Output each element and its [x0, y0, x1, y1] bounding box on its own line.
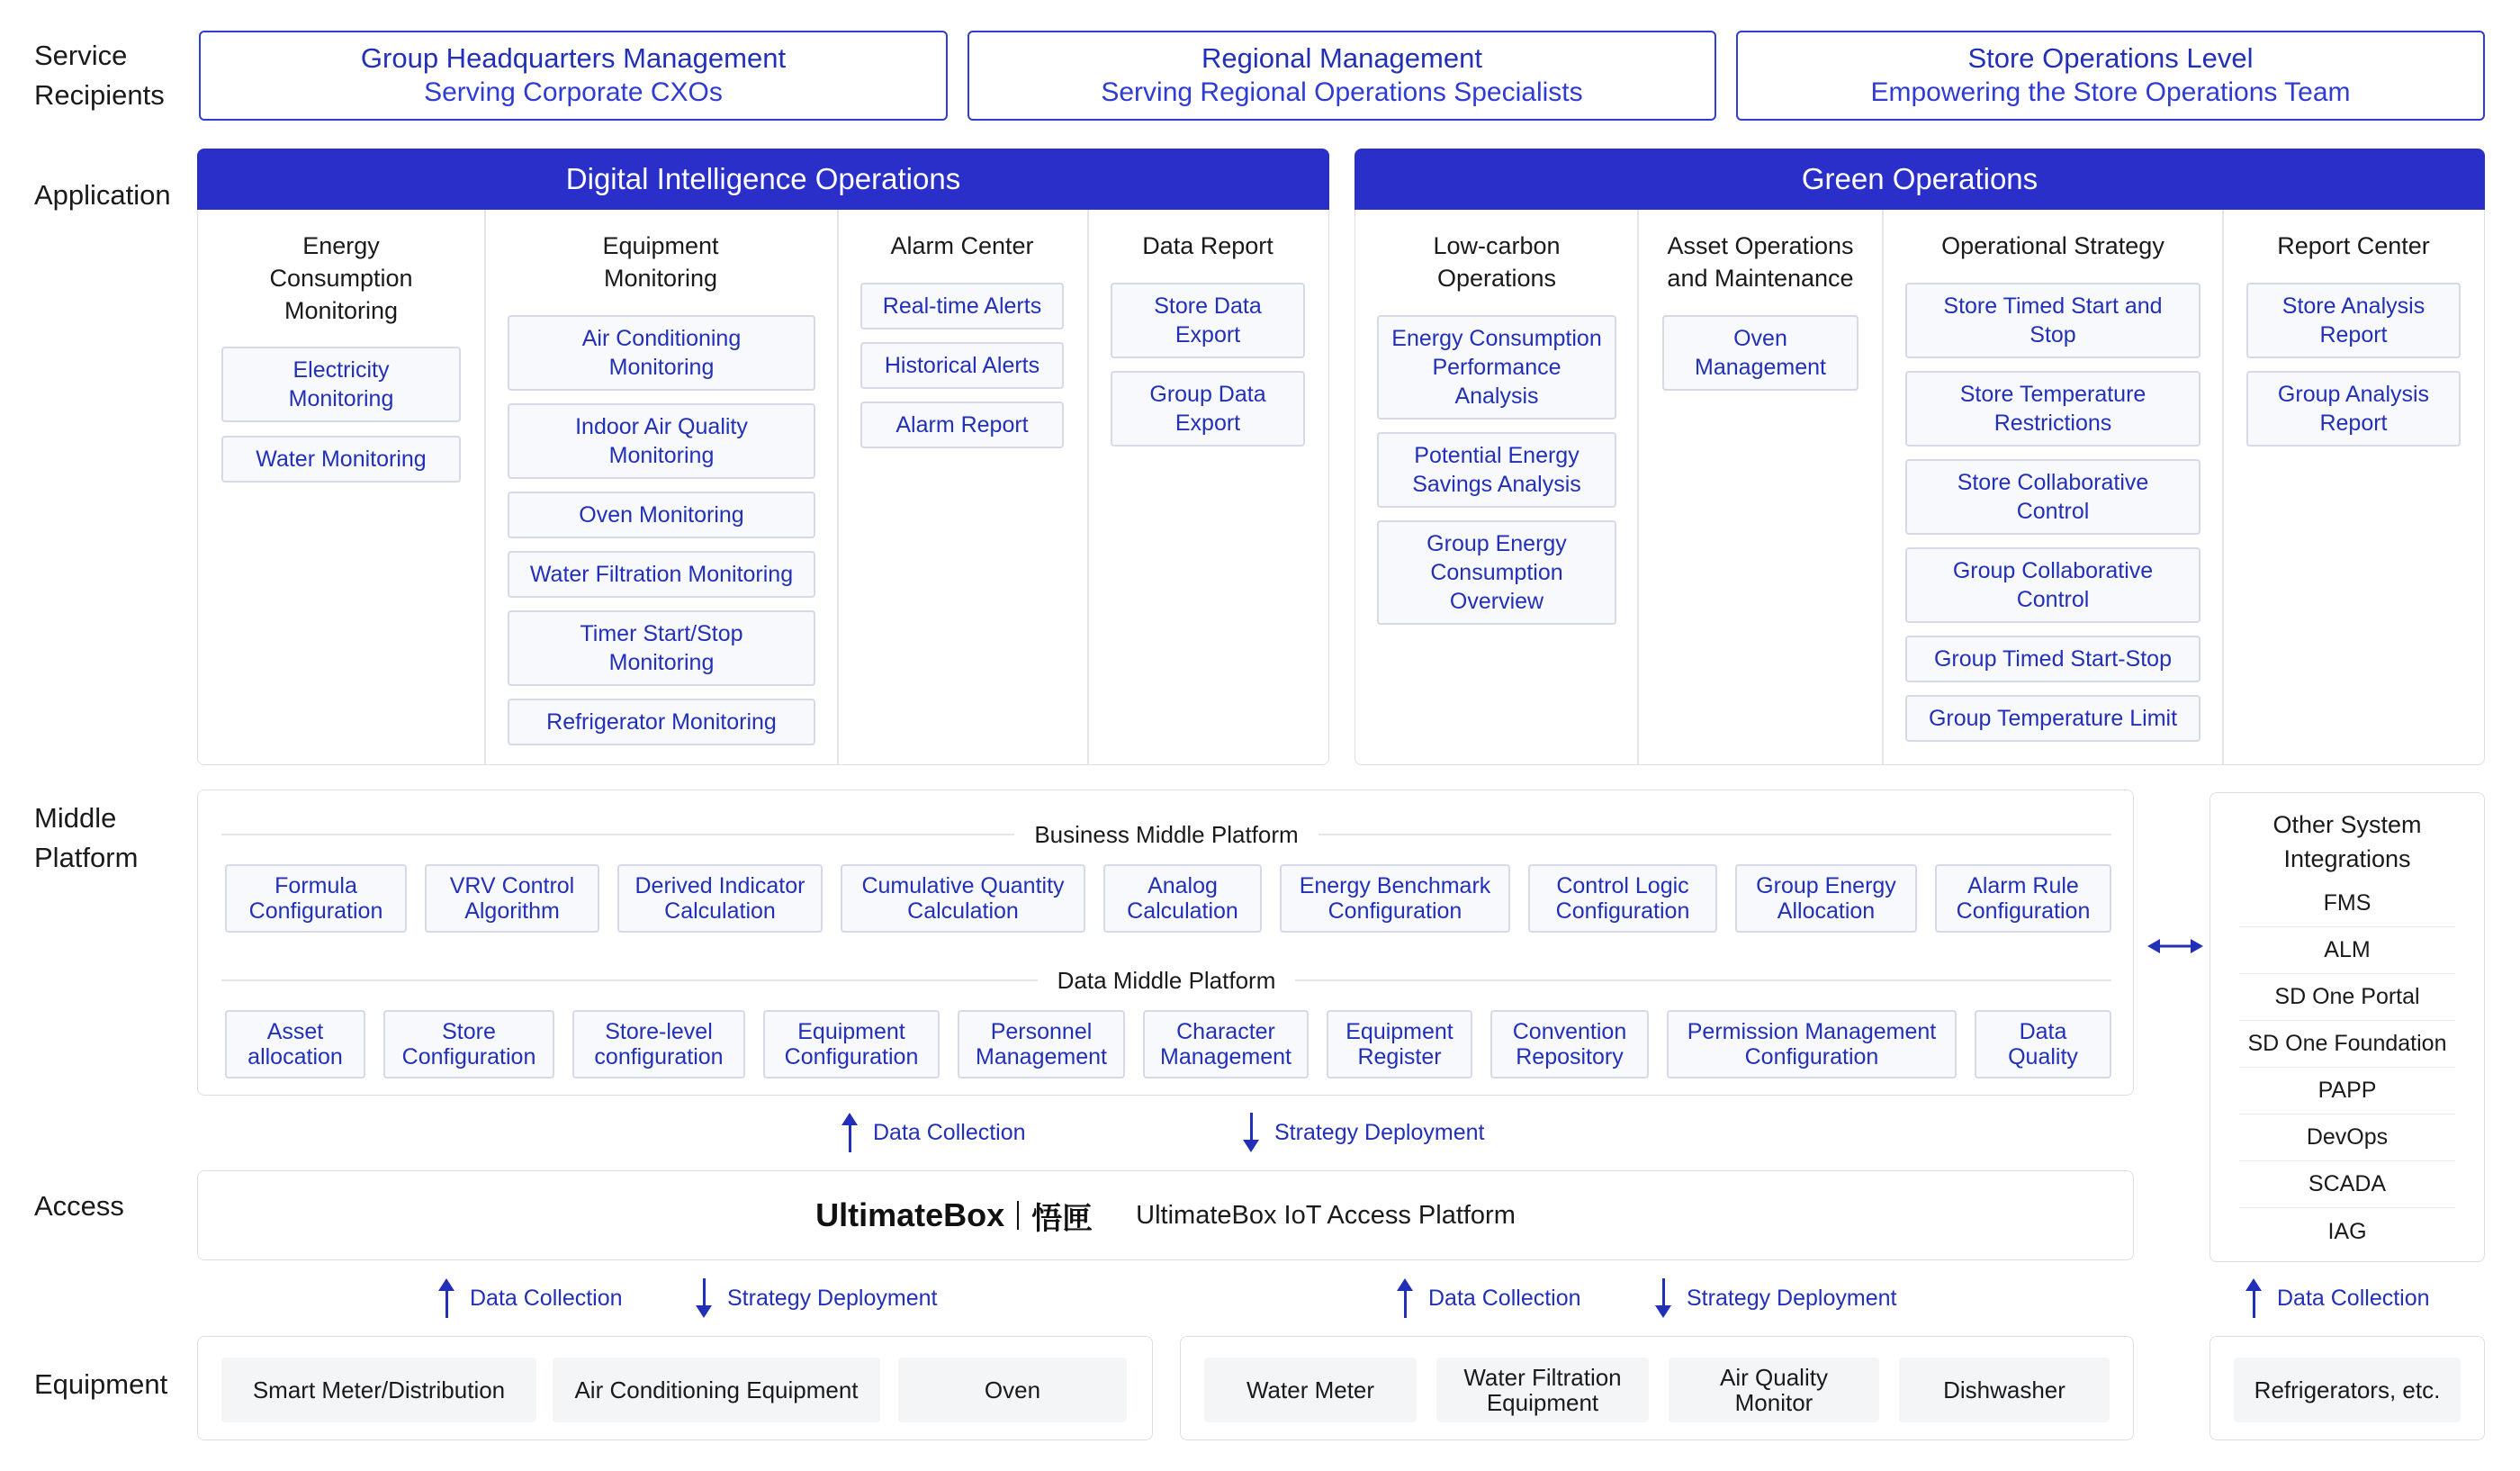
recipient-store-ops [1736, 31, 2485, 121]
col-header-asset-operations: Asset Operations and Maintenance [1667, 232, 1854, 292]
system-scada: SCADA [2239, 1161, 2455, 1208]
store-configuration-chip[interactable]: Store Configuration [383, 1010, 554, 1078]
bidirectional-arrow-icon [2147, 936, 2203, 956]
flow-data-collection [437, 1278, 623, 1318]
flow-data-collection [841, 1113, 1026, 1152]
arrow-down-icon [1654, 1278, 1672, 1318]
col-header-operational-strategy: Operational Strategy [1941, 232, 2164, 259]
timer-start-stop-monitoring-chip[interactable]: Timer Start/Stop Monitoring [508, 610, 815, 686]
group-energy-allocation-chip[interactable]: Group Energy Allocation [1735, 864, 1917, 933]
refrigerators-etc: Refrigerators, etc. [2234, 1358, 2461, 1422]
dishwasher: Dishwasher [1899, 1358, 2110, 1422]
store-data-export-chip[interactable]: Store Data Export [1111, 283, 1305, 358]
column-divider [1087, 210, 1089, 764]
data-platform-heading-wrap [986, 963, 1346, 997]
green-operations-title: Green Operations [1354, 149, 2485, 210]
col-header-energy-consumption: Energy Consumption Monitoring [269, 232, 413, 324]
group-data-export-chip[interactable]: Group Data Export [1111, 371, 1305, 447]
col-header-report-center: Report Center [2277, 232, 2430, 259]
system-sd-one-portal: SD One Portal [2239, 974, 2455, 1021]
flow-strategy-deployment [1242, 1113, 1484, 1152]
vrv-control-algorithm-chip[interactable]: VRV Control Algorithm [425, 864, 599, 933]
ultimatebox-logo: UltimateBox [815, 1196, 1005, 1233]
oven-equipment: Oven [898, 1358, 1127, 1422]
air-conditioning-equipment: Air Conditioning Equipment [553, 1358, 880, 1422]
system-iag: IAG [2327, 1218, 2367, 1244]
convention-repository-chip[interactable]: Convention Repository [1490, 1010, 1649, 1078]
group-timed-start-stop-chip[interactable]: Group Timed Start-Stop [1905, 636, 2200, 682]
digital-intelligence-title: Digital Intelligence Operations [197, 149, 1329, 210]
store-timed-start-stop-chip[interactable]: Store Timed Start and Stop [1905, 283, 2200, 358]
arrow-down-icon [695, 1278, 713, 1318]
recipient-subtitle: Serving Regional Operations Specialists [1101, 77, 1583, 107]
arrow-up-icon [1396, 1278, 1414, 1318]
flow-label: Data Collection [470, 1285, 623, 1311]
system-papp: PAPP [2239, 1068, 2455, 1115]
historical-alerts-chip[interactable]: Historical Alerts [860, 342, 1064, 389]
air-quality-monitor: Air Quality Monitor [1669, 1358, 1879, 1422]
arrow-up-icon [2245, 1278, 2263, 1318]
group-energy-overview-chip[interactable]: Group Energy Consumption Overview [1377, 520, 1616, 625]
smart-meter-distribution: Smart Meter/Distribution [221, 1358, 536, 1422]
col-header-alarm-center: Alarm Center [890, 232, 1034, 259]
store-level-configuration-chip[interactable]: Store-level configuration [572, 1010, 745, 1078]
group-temperature-limit-chip[interactable]: Group Temperature Limit [1905, 695, 2200, 742]
store-analysis-report-chip[interactable]: Store Analysis Report [2246, 283, 2461, 358]
flow-data-collection [1396, 1278, 1581, 1318]
real-time-alerts-chip[interactable]: Real-time Alerts [860, 283, 1064, 329]
water-filtration-equipment: Water Filtration Equipment [1436, 1358, 1649, 1422]
oven-monitoring-chip[interactable]: Oven Monitoring [508, 492, 815, 538]
row-label-middle-platform: Middle Platform [34, 802, 139, 873]
col-header-low-carbon: Low-carbon Operations [1433, 232, 1561, 292]
store-temperature-restrictions-chip[interactable]: Store Temperature Restrictions [1905, 371, 2200, 447]
equipment-register-chip[interactable]: Equipment Register [1327, 1010, 1472, 1078]
flow-label: Data Collection [2277, 1285, 2430, 1311]
water-filtration-monitoring-chip[interactable]: Water Filtration Monitoring [508, 551, 815, 598]
group-analysis-report-chip[interactable]: Group Analysis Report [2246, 371, 2461, 447]
access-platform-panel [197, 1170, 2134, 1260]
arrow-down-icon [1242, 1113, 1260, 1152]
arrow-up-icon [437, 1278, 455, 1318]
formula-configuration-chip[interactable]: Formula Configuration [225, 864, 407, 933]
derived-indicator-calculation-chip[interactable]: Derived Indicator Calculation [617, 864, 823, 933]
flow-label: Strategy Deployment [727, 1285, 938, 1311]
energy-benchmark-configuration-chip[interactable]: Energy Benchmark Configuration [1280, 864, 1510, 933]
oven-management-chip[interactable]: Oven Management [1662, 315, 1858, 391]
row-label-service-recipients: Service Recipients [34, 40, 165, 111]
flow-label: Strategy Deployment [1274, 1119, 1485, 1145]
air-conditioning-monitoring-chip[interactable]: Air Conditioning Monitoring [508, 315, 815, 391]
flow-label: Strategy Deployment [1687, 1285, 1897, 1311]
system-alm: ALM [2239, 927, 2455, 974]
system-devops: DevOps [2239, 1115, 2455, 1161]
other-systems-title: Other System Integrations [2272, 811, 2422, 872]
data-platform-title: Data Middle Platform [1038, 967, 1296, 995]
recipient-subtitle: Serving Corporate CXOs [424, 77, 723, 107]
equipment-configuration-chip[interactable]: Equipment Configuration [763, 1010, 940, 1078]
water-monitoring-chip[interactable]: Water Monitoring [221, 436, 461, 483]
data-quality-chip[interactable]: Data Quality [1975, 1010, 2111, 1078]
access-platform-name: UltimateBox IoT Access Platform [1136, 1200, 1516, 1230]
row-label-access: Access [34, 1190, 124, 1222]
store-collaborative-control-chip[interactable]: Store Collaborative Control [1905, 459, 2200, 535]
character-management-chip[interactable]: Character Management [1143, 1010, 1309, 1078]
recipient-regional [968, 31, 1716, 121]
indoor-air-quality-monitoring-chip[interactable]: Indoor Air Quality Monitoring [508, 403, 815, 479]
potential-energy-savings-chip[interactable]: Potential Energy Savings Analysis [1377, 432, 1616, 508]
flow-label: Data Collection [1428, 1285, 1581, 1311]
cumulative-quantity-calculation-chip[interactable]: Cumulative Quantity Calculation [841, 864, 1085, 933]
recipient-title: Regional Management [1202, 42, 1482, 74]
system-sd-one-foundation: SD One Foundation [2239, 1021, 2455, 1068]
ultimatebox-logo-cn: 悟匣 [1031, 1201, 1094, 1236]
col-header-equipment-monitoring: Equipment Monitoring [602, 232, 719, 292]
business-platform-heading-wrap [986, 817, 1346, 852]
electricity-monitoring-chip[interactable]: Electricity Monitoring [221, 347, 461, 422]
recipient-title: Group Headquarters Management [360, 42, 787, 74]
analog-calculation-chip[interactable]: Analog Calculation [1103, 864, 1262, 933]
flow-strategy-deployment [1654, 1278, 1896, 1318]
recipient-group-hq [199, 31, 948, 121]
flow-strategy-deployment [695, 1278, 937, 1318]
row-label-equipment: Equipment [34, 1368, 168, 1400]
recipient-subtitle: Empowering the Store Operations Team [1870, 77, 2351, 107]
asset-allocation-chip[interactable]: Asset allocation [225, 1010, 365, 1078]
refrigerator-monitoring-chip[interactable]: Refrigerator Monitoring [508, 699, 815, 745]
system-fms: FMS [2239, 880, 2455, 927]
permission-management-configuration-chip[interactable]: Permission Management Configuration [1667, 1010, 1957, 1078]
group-collaborative-control-chip[interactable]: Group Collaborative Control [1905, 547, 2200, 623]
recipient-title: Store Operations Level [1967, 42, 2254, 74]
column-divider [837, 210, 839, 764]
column-divider [2222, 210, 2224, 764]
flow-data-collection [2245, 1278, 2430, 1318]
energy-performance-analysis-chip[interactable]: Energy Consumption Performance Analysis [1377, 315, 1616, 420]
control-logic-configuration-chip[interactable]: Control Logic Configuration [1528, 864, 1717, 933]
personnel-management-chip[interactable]: Personnel Management [958, 1010, 1125, 1078]
alarm-rule-configuration-chip[interactable]: Alarm Rule Configuration [1935, 864, 2111, 933]
arrow-up-icon [841, 1113, 859, 1152]
water-meter: Water Meter [1204, 1358, 1417, 1422]
logo-divider [1017, 1201, 1019, 1230]
row-label-application: Application [34, 179, 171, 211]
flow-label: Data Collection [873, 1119, 1026, 1145]
col-header-data-report: Data Report [1142, 232, 1274, 259]
alarm-report-chip[interactable]: Alarm Report [860, 402, 1064, 448]
business-platform-title: Business Middle Platform [1014, 821, 1318, 849]
